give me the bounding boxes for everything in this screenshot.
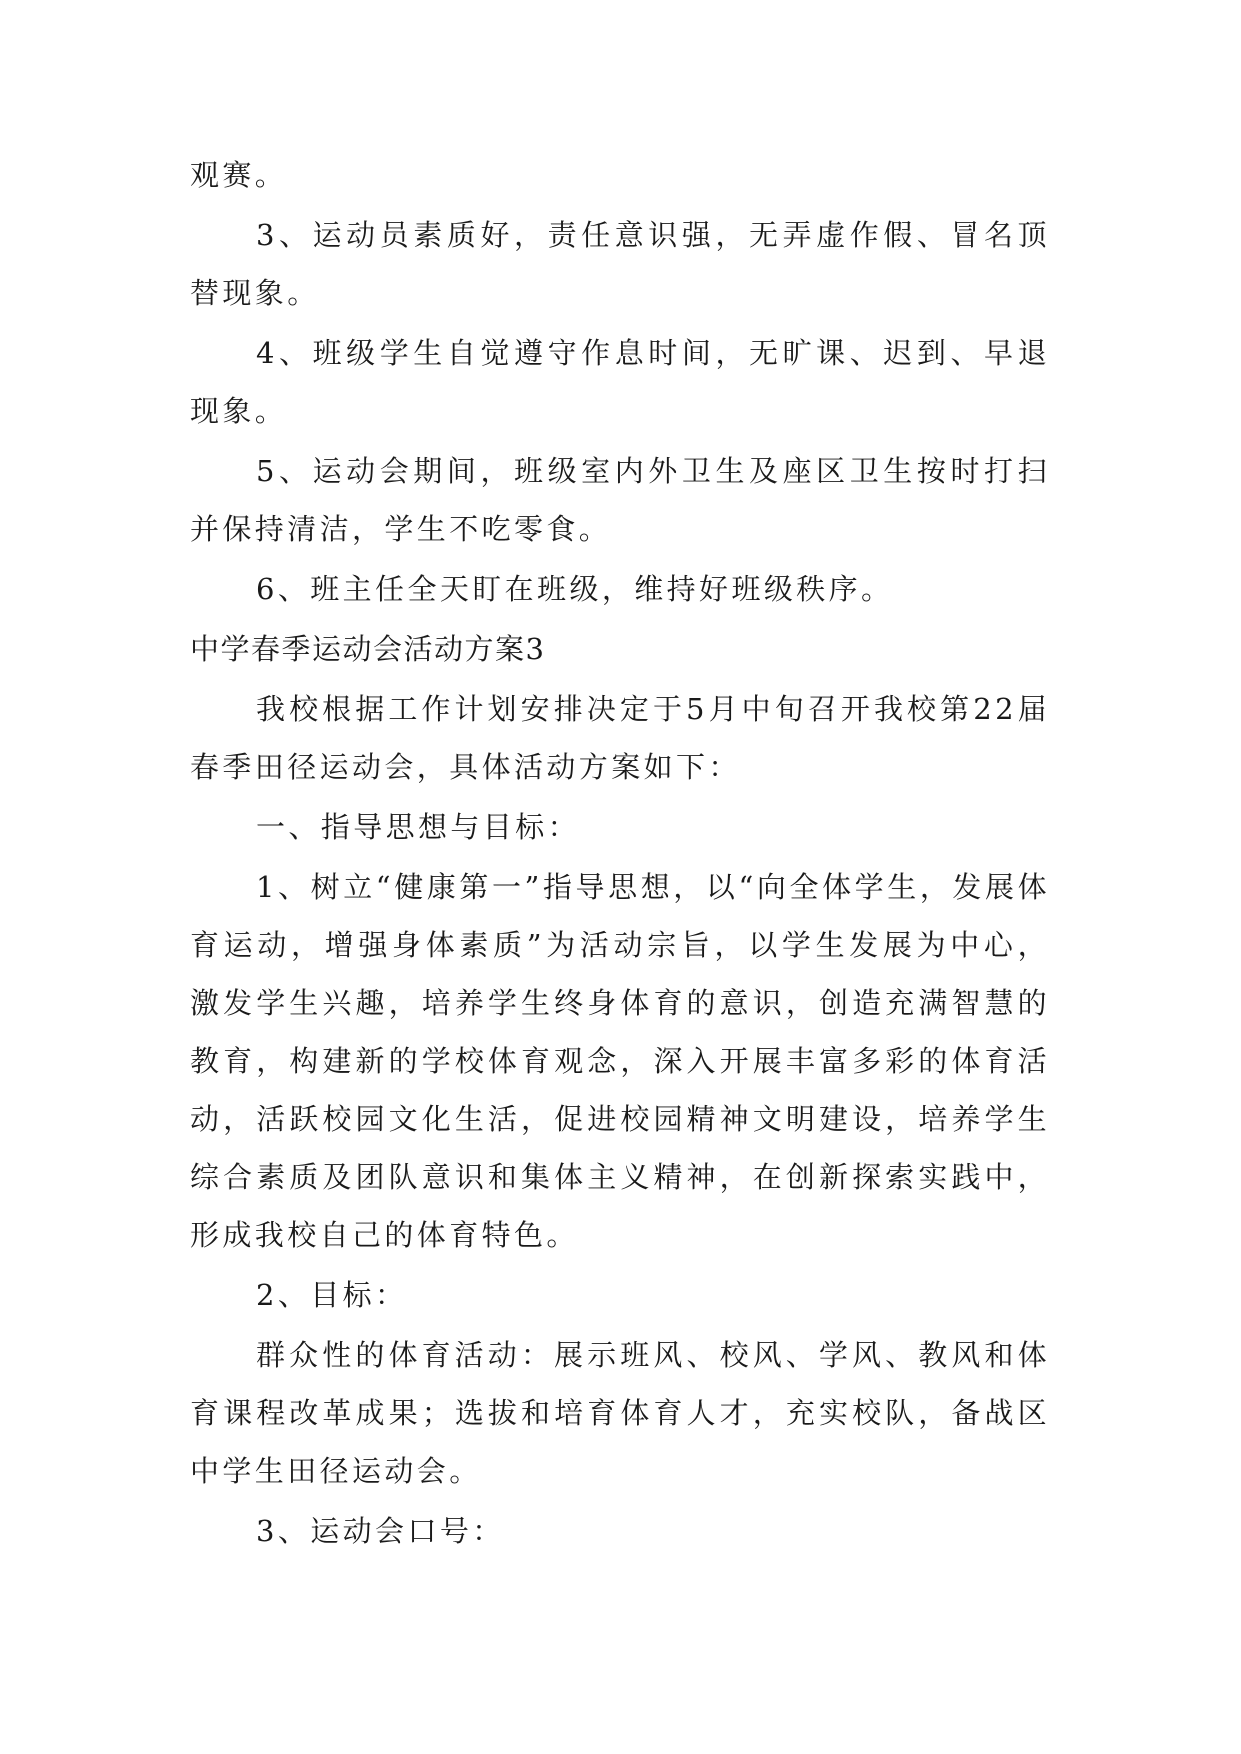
subheading-goals: 2、目标： — [256, 1278, 408, 1312]
list-item-6: 6、班主任全天盯在班级，维持好班级秩序。 — [256, 572, 894, 606]
list-item-3: 3、运动员素质好，责任意识强，无弄虚作假、冒名顶替现象。 — [190, 218, 1050, 310]
list-item-4: 4、班级学生自觉遵守作息时间，无旷课、迟到、早退现象。 — [190, 336, 1050, 428]
section-title: 中学春季运动会活动方案3 — [190, 632, 546, 666]
goals-paragraph: 群众性的体育活动：展示班风、校风、学风、教风和体育课程改革成果；选拔和培育体育人才，充实校队，备战区中学生田径运动会。 — [190, 1338, 1050, 1488]
list-item-5: 5、运动会期间，班级室内外卫生及座区卫生按时打扫并保持清洁，学生不吃零食。 — [190, 454, 1050, 546]
paragraph-continuation: 观赛。 — [190, 158, 288, 192]
subheading-guiding-thought: 一、指导思想与目标： — [256, 810, 581, 844]
subheading-slogan: 3、运动会口号： — [256, 1514, 505, 1548]
intro-paragraph: 我校根据工作计划安排决定于5月中旬召开我校第22届春季田径运动会，具体活动方案如下： — [190, 692, 1050, 784]
document-body — [190, 146, 1050, 1562]
guiding-thought-paragraph: 1、树立“健康第一”指导思想，以“向全体学生，发展体育运动，增强身体素质”为活动宗旨，以学生发展为中心，激发学生兴趣，培养学生终身体育的意识，创造充满智慧的教育，构建新的学校体育观念，深入开展丰富多彩的体育活动，活跃校园文化生活，促进校园精神文明建设，培养学生综合素质及团队意识和集体主义精神，在创新探索实践中，形成我校自己的体育特色。 — [190, 870, 1050, 1252]
